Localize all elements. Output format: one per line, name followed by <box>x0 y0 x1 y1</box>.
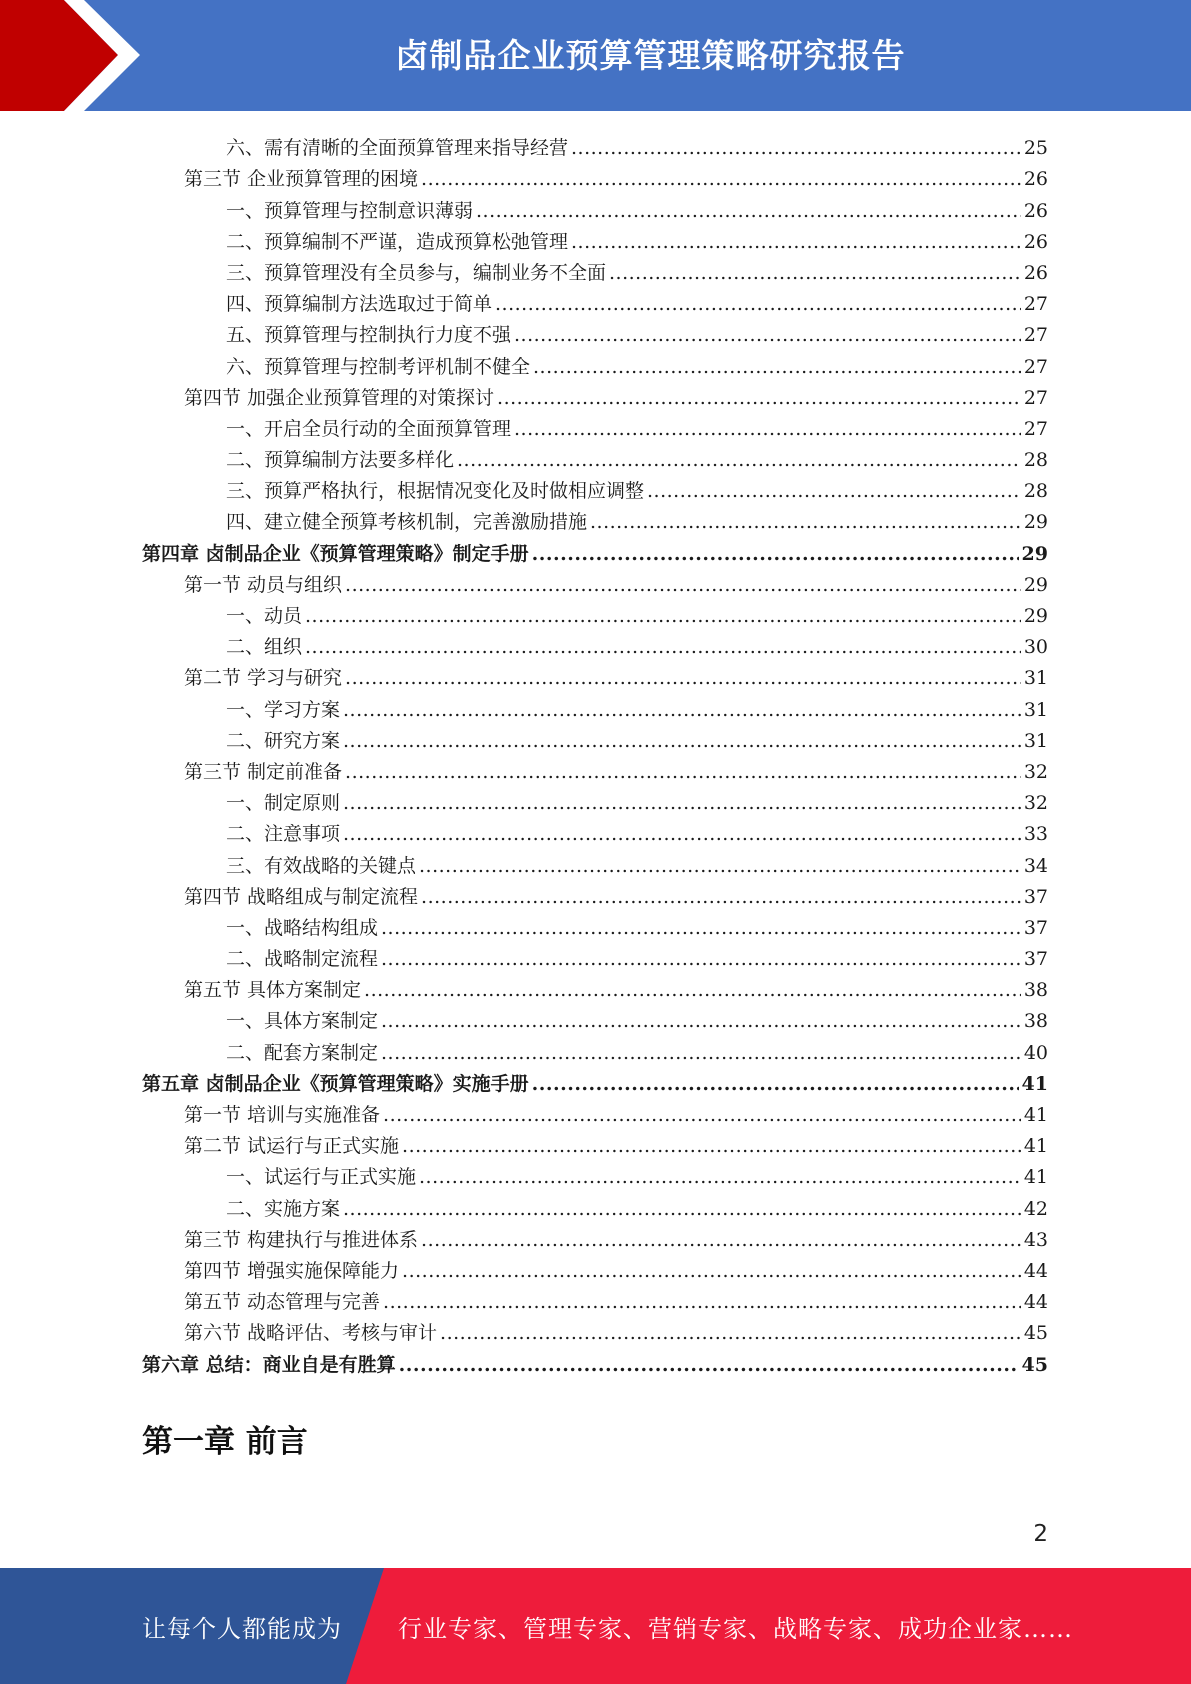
toc-entry[interactable] <box>142 190 1048 221</box>
toc-entry[interactable] <box>142 533 1048 564</box>
toc-dot-leader <box>532 1073 1019 1095</box>
toc-dot-leader <box>343 792 1021 814</box>
header-banner <box>0 0 1191 111</box>
toc-entry-page: 26 <box>1023 261 1048 284</box>
toc-entry-title: 二、注意事项 <box>226 823 341 846</box>
footer-banner <box>0 1568 1191 1684</box>
toc-entry-title: 第四章 卤制品企业《预算管理策略》制定手册 <box>142 542 529 565</box>
toc-entry-title: 四、建立健全预算考核机制，完善激励措施 <box>226 511 588 534</box>
toc-entry-title: 第二节 学习与研究 <box>184 667 343 690</box>
toc-dot-leader <box>421 1229 1021 1251</box>
toc-entry-title: 一、动员 <box>226 605 303 627</box>
toc-entry-page: 41 <box>1023 1166 1048 1189</box>
toc-dot-leader <box>399 1354 1019 1376</box>
toc-entry-page: 40 <box>1023 1041 1048 1064</box>
toc-entry-title: 第三节 企业预算管理的困境 <box>184 168 419 191</box>
toc-entry[interactable] <box>142 1001 1048 1032</box>
toc-entry[interactable] <box>142 845 1048 876</box>
toc-dot-leader <box>647 480 1021 502</box>
toc-entry-title: 二、预算编制不严谨，造成预算松弛管理 <box>226 230 569 253</box>
toc-entry-title: 三、有效战略的关键点 <box>226 854 417 877</box>
toc-entry[interactable] <box>142 565 1048 596</box>
toc-entry-title: 第二节 试运行与正式实施 <box>184 1135 400 1158</box>
toc-entry[interactable] <box>142 315 1048 346</box>
toc-dot-leader <box>381 917 1021 939</box>
toc-entry-page: 43 <box>1023 1228 1048 1251</box>
toc-entry[interactable] <box>142 1282 1048 1313</box>
toc-dot-leader <box>383 1104 1021 1126</box>
footer-slogan-right: 行业专家、管理专家、营销专家、战略专家、成功企业家…… <box>398 1614 1073 1643</box>
toc-entry-page: 26 <box>1023 199 1048 222</box>
toc-dot-leader <box>590 511 1021 533</box>
toc-entry-page: 27 <box>1023 324 1048 347</box>
toc-entry-title: 第五章 卤制品企业《预算管理策略》实施手册 <box>142 1072 529 1095</box>
toc-entry-page: 38 <box>1023 979 1048 1002</box>
toc-entry-page: 31 <box>1023 667 1048 690</box>
toc-entry-page: 45 <box>1021 1353 1048 1376</box>
toc-entry-title: 第一节 培训与实施准备 <box>184 1104 381 1126</box>
toc-entry[interactable] <box>142 689 1048 720</box>
toc-dot-leader <box>345 667 1021 689</box>
toc-entry-title: 第六章 总结：商业自是有胜算 <box>142 1353 396 1376</box>
toc-entry-title: 四、预算编制方法选取过于简单 <box>226 293 493 316</box>
toc-entry-page: 25 <box>1023 137 1048 160</box>
toc-dot-leader <box>364 979 1021 1001</box>
toc-dot-leader <box>345 761 1021 783</box>
toc-entry-page: 37 <box>1023 948 1048 971</box>
toc-entry-page: 26 <box>1023 168 1048 191</box>
toc-entry-page: 26 <box>1023 230 1048 253</box>
toc-dot-leader <box>532 543 1019 565</box>
toc-entry[interactable] <box>142 1126 1048 1157</box>
toc-entry-page: 41 <box>1021 1072 1048 1095</box>
toc-entry-title: 第五节 具体方案制定 <box>184 979 362 1002</box>
toc-entry-page: 32 <box>1023 792 1048 815</box>
toc-entry[interactable] <box>142 253 1048 284</box>
toc-entry-page: 29 <box>1023 511 1048 534</box>
toc-entry[interactable] <box>142 1251 1048 1282</box>
toc-dot-leader <box>421 168 1021 190</box>
toc-entry[interactable] <box>142 128 1048 159</box>
toc-entry[interactable] <box>142 939 1048 970</box>
table-of-contents <box>142 128 1048 1376</box>
toc-entry-page: 29 <box>1023 605 1048 627</box>
toc-entry-page: 41 <box>1023 1135 1048 1158</box>
toc-entry[interactable] <box>142 159 1048 190</box>
toc-dot-leader <box>345 574 1021 596</box>
toc-dot-leader <box>305 636 1021 658</box>
toc-entry-title: 一、开启全员行动的全面预算管理 <box>226 417 512 440</box>
toc-entry-title: 三、预算严格执行，根据情况变化及时做相应调整 <box>226 480 645 503</box>
toc-entry[interactable] <box>142 409 1048 440</box>
toc-entry-title: 一、战略结构组成 <box>226 916 379 939</box>
toc-entry[interactable] <box>142 721 1048 752</box>
toc-dot-leader <box>343 730 1021 752</box>
toc-entry-title: 一、试运行与正式实施 <box>226 1166 417 1189</box>
toc-entry[interactable] <box>142 627 1048 658</box>
toc-entry-title: 一、制定原则 <box>226 792 341 815</box>
toc-entry[interactable] <box>142 658 1048 689</box>
toc-entry-title: 二、研究方案 <box>226 729 341 752</box>
toc-dot-leader <box>402 1135 1021 1157</box>
page-number: 2 <box>1033 1521 1048 1547</box>
toc-entry-page: 27 <box>1023 293 1048 316</box>
toc-entry-page: 27 <box>1023 355 1048 378</box>
toc-entry-title: 第三节 制定前准备 <box>184 760 343 783</box>
toc-entry-page: 31 <box>1023 729 1048 752</box>
toc-entry[interactable] <box>142 877 1048 908</box>
toc-entry-title: 第三节 构建执行与推进体系 <box>184 1228 419 1251</box>
toc-entry-title: 二、预算编制方法要多样化 <box>226 449 455 472</box>
toc-entry-title: 第五节 动态管理与完善 <box>184 1291 381 1314</box>
toc-dot-leader <box>381 1010 1021 1032</box>
toc-entry-title: 一、具体方案制定 <box>226 1010 379 1033</box>
toc-entry-title: 第六节 战略评估、考核与审计 <box>184 1322 438 1345</box>
toc-entry[interactable] <box>142 1032 1048 1063</box>
toc-entry-page: 38 <box>1023 1010 1048 1033</box>
toc-entry-page: 29 <box>1021 542 1048 565</box>
toc-dot-leader <box>497 387 1021 409</box>
toc-entry-page: 44 <box>1023 1291 1048 1314</box>
toc-entry-title: 第四节 战略组成与制定流程 <box>184 885 419 908</box>
toc-dot-leader <box>381 1042 1021 1064</box>
toc-entry[interactable] <box>142 502 1048 533</box>
toc-dot-leader <box>609 262 1021 284</box>
toc-entry-title: 第四节 增强实施保障能力 <box>184 1259 400 1282</box>
toc-entry-title: 五、预算管理与控制执行力度不强 <box>226 324 512 347</box>
toc-dot-leader <box>571 137 1021 159</box>
toc-entry[interactable] <box>142 752 1048 783</box>
toc-entry[interactable] <box>142 596 1048 627</box>
toc-entry-page: 44 <box>1023 1259 1048 1282</box>
toc-entry[interactable] <box>142 1064 1048 1095</box>
toc-entry-page: 42 <box>1023 1197 1048 1220</box>
toc-dot-leader <box>514 324 1021 346</box>
toc-dot-leader <box>457 449 1021 471</box>
toc-entry[interactable] <box>142 346 1048 377</box>
toc-entry[interactable] <box>142 814 1048 845</box>
toc-entry[interactable] <box>142 222 1048 253</box>
toc-entry-page: 33 <box>1023 823 1048 846</box>
document-title: 卤制品企业预算管理策略研究报告 <box>395 36 906 75</box>
toc-dot-leader <box>421 886 1021 908</box>
toc-entry-page: 27 <box>1023 386 1048 409</box>
toc-entry-page: 41 <box>1023 1104 1048 1126</box>
toc-entry[interactable] <box>142 1188 1048 1219</box>
toc-entry[interactable] <box>142 783 1048 814</box>
toc-dot-leader <box>533 356 1021 378</box>
toc-entry[interactable] <box>142 378 1048 409</box>
toc-entry-page: 34 <box>1023 854 1048 877</box>
toc-entry[interactable] <box>142 1157 1048 1188</box>
toc-entry[interactable] <box>142 1313 1048 1344</box>
toc-entry[interactable] <box>142 284 1048 315</box>
toc-dot-leader <box>383 1291 1021 1313</box>
toc-entry[interactable] <box>142 1344 1048 1375</box>
toc-entry-page: 45 <box>1023 1322 1048 1345</box>
toc-entry[interactable] <box>142 1095 1048 1126</box>
header-arrow-decoration <box>0 0 160 111</box>
toc-dot-leader <box>571 231 1021 253</box>
toc-dot-leader <box>419 855 1021 877</box>
toc-entry-title: 三、预算管理没有全员参与，编制业务不全面 <box>226 261 607 284</box>
toc-entry-title: 六、预算管理与控制考评机制不健全 <box>226 355 531 378</box>
toc-entry-title: 六、需有清晰的全面预算管理来指导经营 <box>226 137 569 160</box>
toc-entry-title: 一、学习方案 <box>226 698 341 721</box>
toc-entry-page: 27 <box>1023 417 1048 440</box>
toc-entry-page: 28 <box>1023 480 1048 503</box>
toc-entry[interactable] <box>142 440 1048 471</box>
toc-entry-title: 二、实施方案 <box>226 1197 341 1220</box>
toc-entry-page: 31 <box>1023 698 1048 721</box>
toc-entry-title: 二、战略制定流程 <box>226 948 379 971</box>
toc-entry[interactable] <box>142 471 1048 502</box>
toc-dot-leader <box>514 418 1021 440</box>
toc-entry-title: 一、预算管理与控制意识薄弱 <box>226 199 474 222</box>
toc-dot-leader <box>419 1166 1021 1188</box>
toc-entry-page: 30 <box>1023 636 1048 659</box>
toc-entry-page: 29 <box>1023 573 1048 596</box>
toc-entry-page: 37 <box>1023 916 1048 939</box>
chapter-heading: 第一章 前言 <box>142 1424 308 1460</box>
toc-entry[interactable] <box>142 908 1048 939</box>
toc-entry-title: 二、配套方案制定 <box>226 1041 379 1064</box>
toc-entry-title: 二、组织 <box>226 636 303 659</box>
toc-entry-title: 第一节 动员与组织 <box>184 573 343 596</box>
toc-entry-page: 32 <box>1023 760 1048 783</box>
toc-entry-title: 第四节 加强企业预算管理的对策探讨 <box>184 386 495 409</box>
toc-dot-leader <box>381 948 1021 970</box>
toc-dot-leader <box>402 1260 1021 1282</box>
toc-dot-leader <box>343 699 1021 721</box>
toc-dot-leader <box>495 293 1021 315</box>
toc-dot-leader <box>476 200 1021 222</box>
toc-entry[interactable] <box>142 1220 1048 1251</box>
toc-dot-leader <box>305 605 1021 627</box>
toc-entry-page: 37 <box>1023 885 1048 908</box>
toc-entry-page: 28 <box>1023 449 1048 472</box>
toc-dot-leader <box>440 1322 1021 1344</box>
footer-slogan-left: 让每个人都能成为 <box>142 1614 342 1643</box>
toc-dot-leader <box>343 1198 1021 1220</box>
toc-dot-leader <box>343 823 1021 845</box>
toc-entry[interactable] <box>142 970 1048 1001</box>
